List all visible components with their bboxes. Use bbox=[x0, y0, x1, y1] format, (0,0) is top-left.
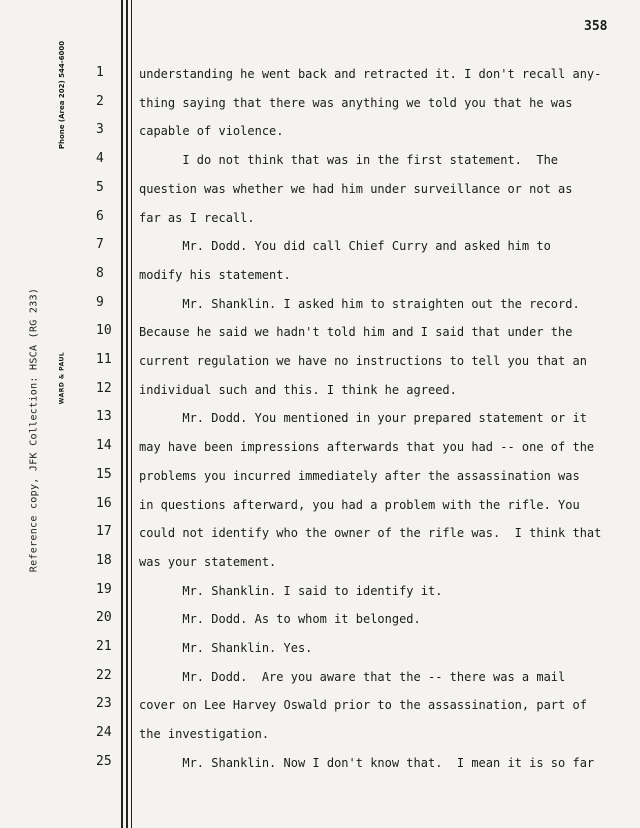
margin-reference: Reference copy, JFK Collection: HSCA (RG 233) bbox=[28, 287, 40, 573]
line-text: current regulation we have no instructions to tell you that an bbox=[139, 354, 587, 368]
line-number: 18 bbox=[96, 553, 112, 568]
line-text: individual such and this. I think he agreed. bbox=[139, 383, 457, 397]
page-number: 358 bbox=[584, 19, 608, 34]
line-text: in questions afterward, you had a problem with the rifle. You bbox=[139, 498, 580, 512]
line-number: 19 bbox=[96, 582, 112, 597]
line-number: 10 bbox=[96, 323, 112, 338]
line-text: I do not think that was in the first statement. The bbox=[139, 153, 559, 167]
line-text: cover on Lee Harvey Oswald prior to the assassination, part of bbox=[139, 698, 587, 712]
line-text: far as I recall. bbox=[139, 211, 255, 225]
line-text: thing saying that there was anything we told you that he was bbox=[139, 96, 573, 110]
line-number: 11 bbox=[96, 352, 112, 367]
line-text: Mr. Dodd. Are you aware that the -- there was a mail bbox=[139, 670, 566, 684]
line-number: 3 bbox=[96, 122, 104, 137]
line-number: 21 bbox=[96, 639, 112, 654]
line-text: problems you incurred immediately after the assassination was bbox=[139, 469, 580, 483]
line-text: capable of violence. bbox=[139, 124, 284, 138]
margin-firm: WARD & PAUL bbox=[58, 351, 66, 405]
line-text: Mr. Shanklin. I said to identify it. bbox=[139, 584, 443, 598]
line-text: question was whether we had him under surveillance or not as bbox=[139, 182, 573, 196]
line-number: 7 bbox=[96, 237, 104, 252]
line-text: Mr. Shanklin. Yes. bbox=[139, 641, 313, 655]
line-number: 5 bbox=[96, 180, 104, 195]
line-text: understanding he went back and retracted it. I don't recall any- bbox=[139, 67, 602, 81]
line-text: Mr. Dodd. As to whom it belonged. bbox=[139, 612, 421, 626]
line-number: 22 bbox=[96, 668, 112, 683]
line-number: 8 bbox=[96, 266, 104, 281]
line-number: 4 bbox=[96, 151, 104, 166]
line-text: Mr. Shanklin. Now I don't know that. I mean it is so far bbox=[139, 756, 595, 770]
line-number: 14 bbox=[96, 438, 112, 453]
line-number: 23 bbox=[96, 696, 112, 711]
line-text: the investigation. bbox=[139, 727, 270, 741]
line-number: 2 bbox=[96, 94, 104, 109]
line-number: 24 bbox=[96, 725, 112, 740]
line-number: 17 bbox=[96, 524, 112, 539]
line-number: 6 bbox=[96, 209, 104, 224]
line-number: 16 bbox=[96, 496, 112, 511]
line-text: Mr. Dodd. You mentioned in your prepared statement or it bbox=[139, 411, 587, 425]
margin-rule bbox=[131, 0, 132, 828]
line-text: Mr. Dodd. You did call Chief Curry and asked him to bbox=[139, 239, 551, 253]
margin-rule bbox=[126, 0, 128, 828]
line-text: was your statement. bbox=[139, 555, 277, 569]
line-text: modify his statement. bbox=[139, 268, 291, 282]
line-text: could not identify who the owner of the rifle was. I think that bbox=[139, 526, 602, 540]
line-text: may have been impressions afterwards that you had -- one of the bbox=[139, 440, 595, 454]
line-number: 9 bbox=[96, 295, 104, 310]
line-number: 15 bbox=[96, 467, 112, 482]
line-number: 12 bbox=[96, 381, 112, 396]
line-number: 25 bbox=[96, 754, 112, 769]
line-number: 20 bbox=[96, 610, 112, 625]
line-text: Mr. Shanklin. I asked him to straighten out the record. bbox=[139, 297, 580, 311]
margin-phone: Phone (Area 202) 544-6000 bbox=[58, 40, 66, 150]
line-number: 13 bbox=[96, 409, 112, 424]
line-text: Because he said we hadn't told him and I said that under the bbox=[139, 325, 573, 339]
line-number: 1 bbox=[96, 65, 104, 80]
